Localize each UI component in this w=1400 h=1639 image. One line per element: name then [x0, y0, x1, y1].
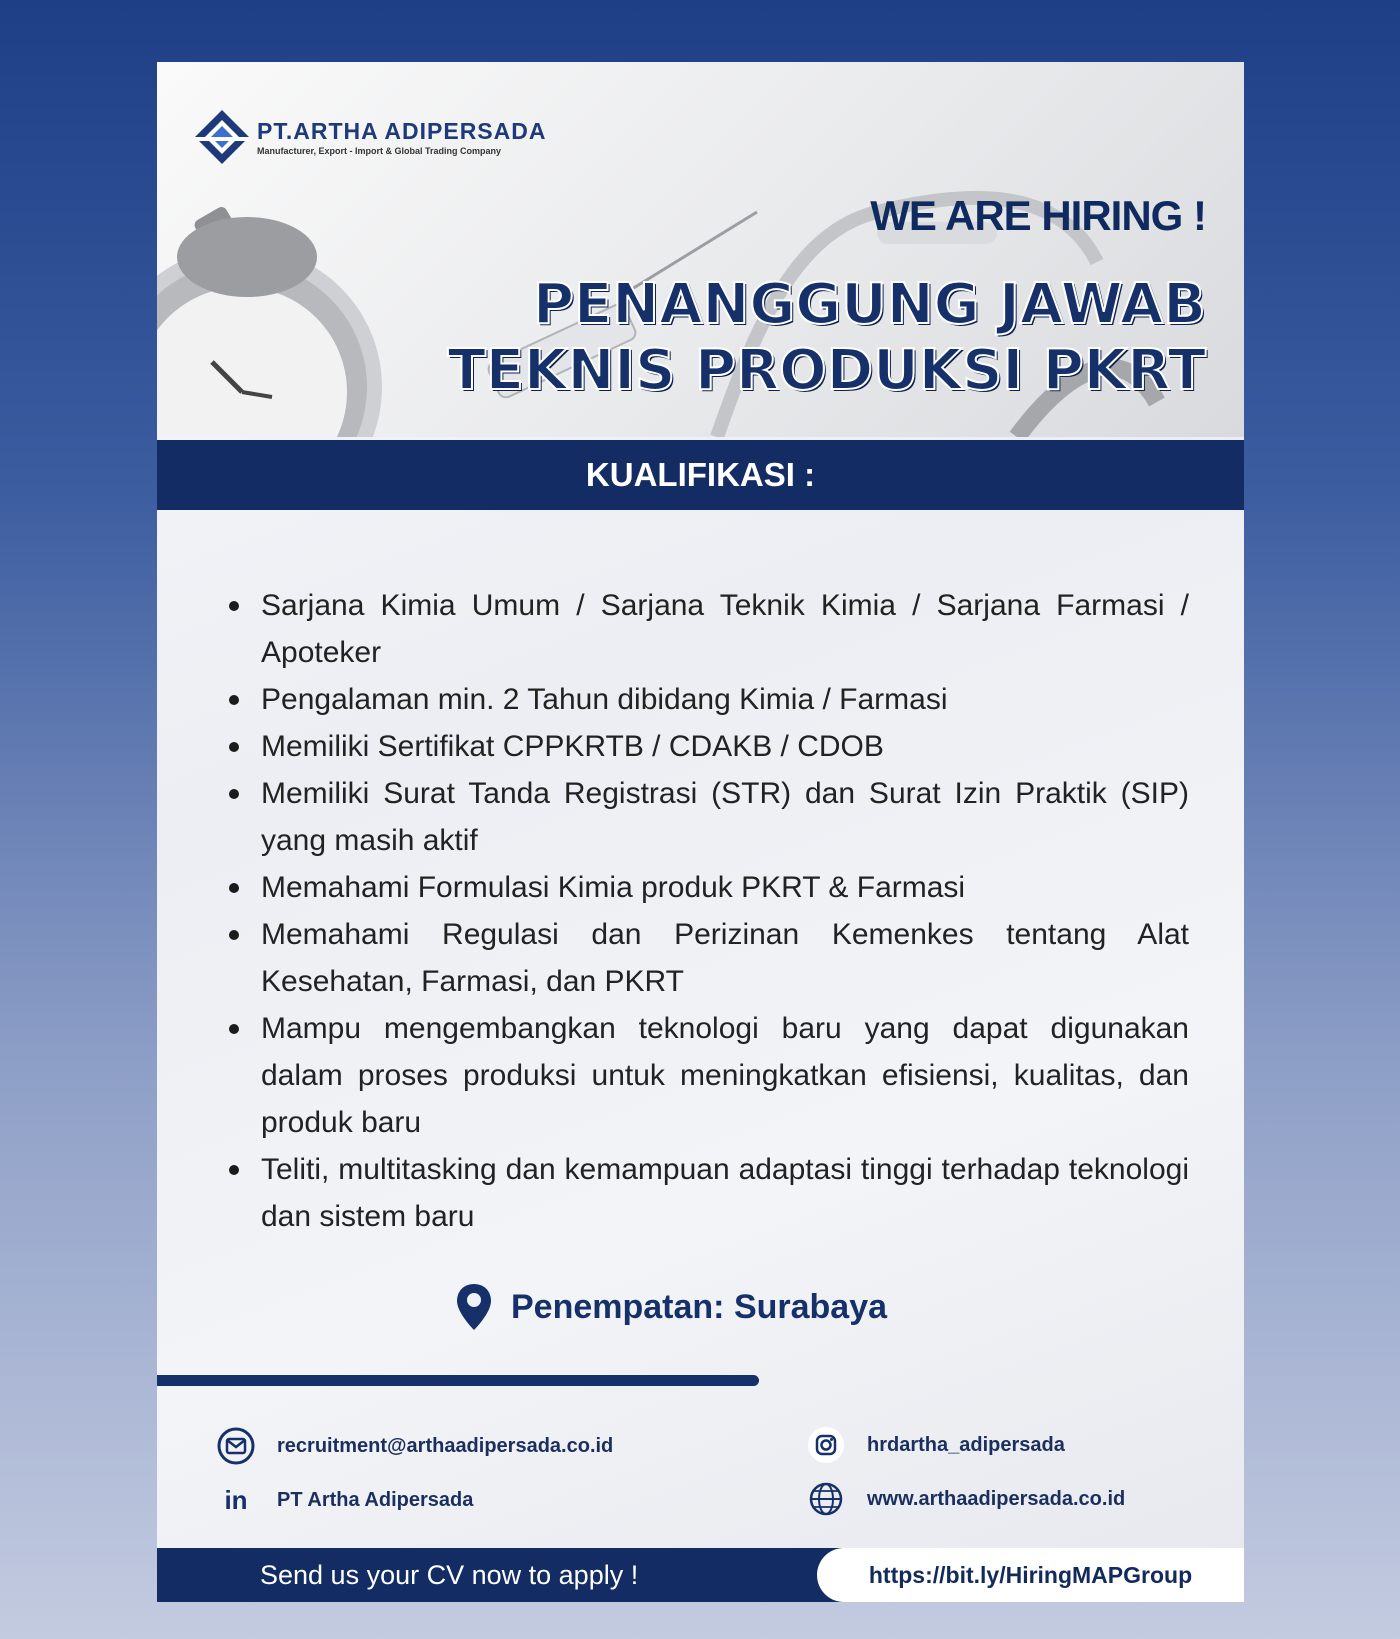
linkedin-contact[interactable]	[217, 1481, 473, 1519]
hiring-heading: WE ARE HIRING !	[870, 192, 1206, 239]
job-title-line-1: PENANGGUNG JAWAB	[532, 272, 1206, 337]
section-divider	[157, 1375, 759, 1386]
website-contact[interactable]	[807, 1480, 1125, 1518]
instagram-contact[interactable]	[807, 1426, 1065, 1464]
list-item: Pengalaman min. 2 Tahun dibidang Kimia / Farmasi	[229, 676, 1189, 723]
map-pin-icon	[457, 1284, 491, 1330]
job-poster	[157, 62, 1244, 1602]
placement-text: Penempatan: Surabaya	[511, 1287, 888, 1326]
job-title-line-2: TEKNIS PRODUKSI PKRT	[447, 338, 1206, 403]
linkedin-icon	[217, 1481, 255, 1519]
list-item: Memiliki Sertifikat CPPKRTB / CDAKB / CDOB	[229, 723, 1189, 770]
apply-link[interactable]: https://bit.ly/HiringMAPGroup	[868, 1561, 1193, 1588]
qualifications-banner	[157, 440, 1244, 510]
instagram-handle[interactable]: hrdartha_adipersada	[867, 1433, 1065, 1456]
list-item: Teliti, multitasking dan kemampuan adaptasi tinggi terhadap teknologi dan sistem baru	[229, 1146, 1189, 1240]
globe-icon	[807, 1480, 845, 1518]
apply-link-box[interactable]	[817, 1548, 1244, 1602]
list-item: Memahami Regulasi dan Perizinan Kemenkes tentang Alat Kesehatan, Farmasi, dan PKRT	[229, 911, 1189, 1005]
svg-text:in: in	[224, 1485, 248, 1515]
linkedin-name[interactable]: PT Artha Adipersada	[277, 1488, 474, 1511]
list-item: Mampu mengembangkan teknologi baru yang dapat digunakan dalam proses produksi untuk meningkatkan efisiensi, kualitas, dan produk baru	[229, 1005, 1189, 1146]
placement-info	[457, 1284, 887, 1330]
list-item: Sarjana Kimia Umum / Sarjana Teknik Kimia / Sarjana Farmasi / Apoteker	[229, 582, 1189, 676]
hero-section	[157, 62, 1244, 437]
email-address[interactable]: recruitment@arthaadipersada.co.id	[277, 1434, 614, 1457]
qualifications-list	[229, 582, 1189, 1240]
company-tagline: Manufacturer, Export - Import & Global Trading Company	[257, 146, 502, 156]
instagram-icon	[807, 1426, 845, 1464]
email-contact[interactable]	[217, 1427, 613, 1465]
company-name: PT.ARTHA ADIPERSADA	[257, 118, 547, 144]
diamond-logo-icon	[193, 108, 251, 166]
apply-cta: Send us your CV now to apply !	[260, 1560, 639, 1590]
footer-band	[157, 1548, 1244, 1602]
job-title	[448, 272, 1206, 404]
envelope-icon	[217, 1427, 255, 1465]
list-item: Memahami Formulasi Kimia produk PKRT & Farmasi	[229, 864, 1189, 911]
company-logo	[193, 108, 546, 166]
list-item: Memiliki Surat Tanda Registrasi (STR) dan Surat Izin Praktik (SIP) yang masih aktif	[229, 770, 1189, 864]
qualifications-title: KUALIFIKASI :	[585, 456, 816, 493]
website-url[interactable]: www.arthaadipersada.co.id	[867, 1487, 1126, 1510]
